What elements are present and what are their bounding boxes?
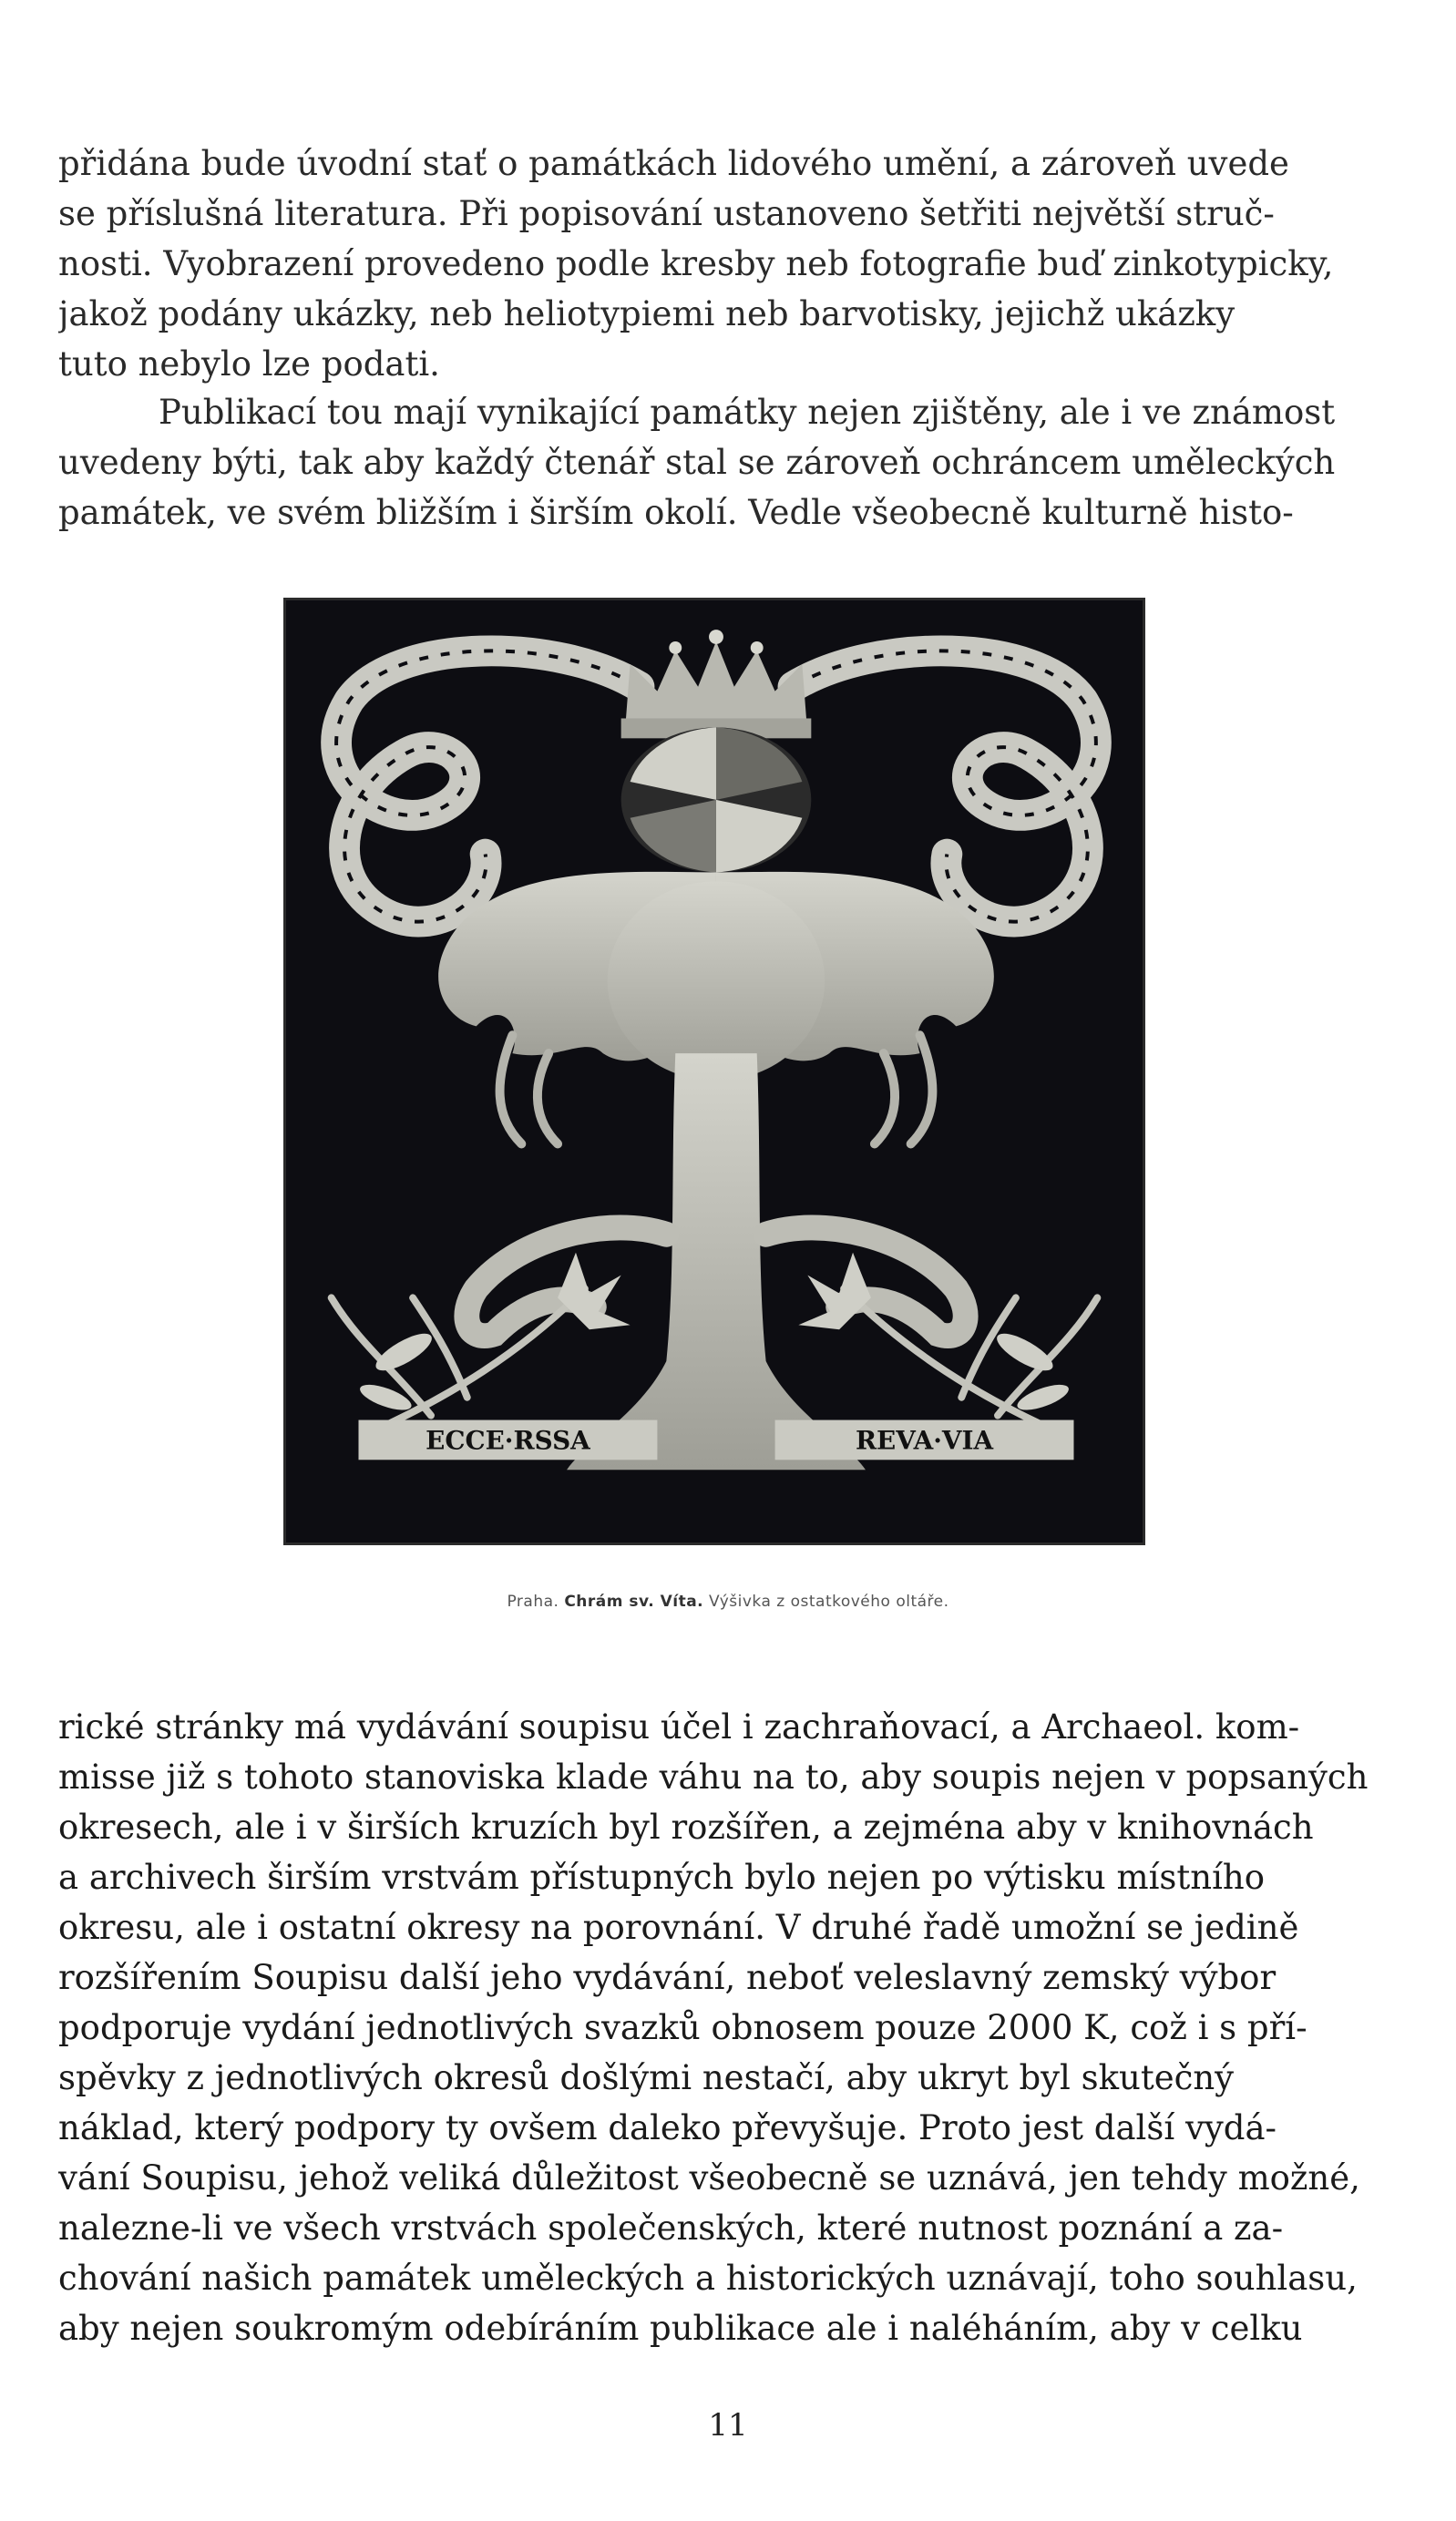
- text-line: chování našich památek uměleckých a historických uznávají, toho souhlasu,: [58, 2259, 1358, 2298]
- caption-title: Chrám sv. Víta.: [564, 1593, 704, 1611]
- text-line: památek, ve svém bližším i širším okolí. Vedle všeobecně kulturně histo-: [58, 493, 1294, 532]
- text-line: aby nejen soukromým odebíráním publikace ale i naléháním, aby v celku: [58, 2309, 1303, 2348]
- text-line: Publikací tou mají vynikající památky nejen zjištěny, ale i ve známost: [159, 393, 1336, 432]
- banderole-right-text: REVA·VIA: [855, 1425, 994, 1456]
- page-number: 11: [708, 2407, 748, 2444]
- embroidery-drawing: [286, 600, 1143, 1542]
- eagle-icon: [438, 872, 994, 1081]
- text-line: tuto nebylo lze podati.: [58, 344, 440, 384]
- text-line: nalezne-li ve všech vrstvách společenských, které nutnost poznání a za-: [58, 2208, 1284, 2248]
- text-line: nosti. Vyobrazení provedeno podle kresby neb fotografie buď zinkotypicky,: [58, 244, 1334, 283]
- embroidery-illustration: [283, 598, 1145, 1545]
- text-line: misse již s tohoto stanoviska klade váhu na to, aby soupis nejen v popsaných: [58, 1758, 1369, 1797]
- text-line: a archivech širším vrstvám přístupných bylo nejen po výtisku místního: [58, 1858, 1266, 1897]
- text-line: uvedeny býti, tak aby každý čtenář stal se zároveň ochráncem uměleckých: [58, 443, 1336, 482]
- text-line: přidána bude úvodní stať o památkách lidového umění, a zároveň uvede: [58, 144, 1289, 183]
- paragraph-publication: [58, 387, 1385, 538]
- text-line: rozšířením Soupisu další jeho vydávání, neboť veleslavný zemský výbor: [58, 1958, 1277, 1997]
- text-line: náklad, který podpory ty ovšem daleko převyšuje. Proto jest další vydá-: [58, 2108, 1277, 2147]
- text-line: spěvky z jednotlivých okresů došlými nestačí, aby ukryt byl skutečný: [58, 2058, 1235, 2097]
- text-line: jakož podány ukázky, neb heliotypiemi neb barvotisky, jejichž ukázky: [58, 294, 1236, 333]
- caption-description: Výšivka z ostatkového oltáře.: [709, 1593, 949, 1611]
- text-line: vání Soupisu, jehož veliká důležitost všeobecně se uznává, jen tehdy možné,: [58, 2158, 1360, 2198]
- text-line: podporuje vydání jednotlivých svazků obnosem pouze 2000 K, což i s pří-: [58, 2008, 1307, 2047]
- banderole-left-text: ECCE·RSSA: [426, 1425, 590, 1456]
- coat-of-arms-icon: [621, 727, 812, 872]
- caption-place: Praha.: [507, 1593, 559, 1611]
- text-line: okresu, ale i ostatní okresy na porovnání. V druhé řadě umožní se jedině: [58, 1908, 1299, 1947]
- figure-caption: [0, 1593, 1456, 1611]
- text-line: rické stránky má vydávání soupisu účel i zachraňovací, a Archaeol. kom-: [58, 1707, 1300, 1747]
- paragraph-purpose: [58, 1702, 1385, 2353]
- paragraph-intro-end: [58, 138, 1385, 389]
- text-line: se příslušná literatura. Při popisování ustanoveno šetřiti největší struč-: [58, 194, 1275, 233]
- text-line: okresech, ale i v širších kruzích byl rozšířen, a zejména aby v knihovnách: [58, 1808, 1314, 1847]
